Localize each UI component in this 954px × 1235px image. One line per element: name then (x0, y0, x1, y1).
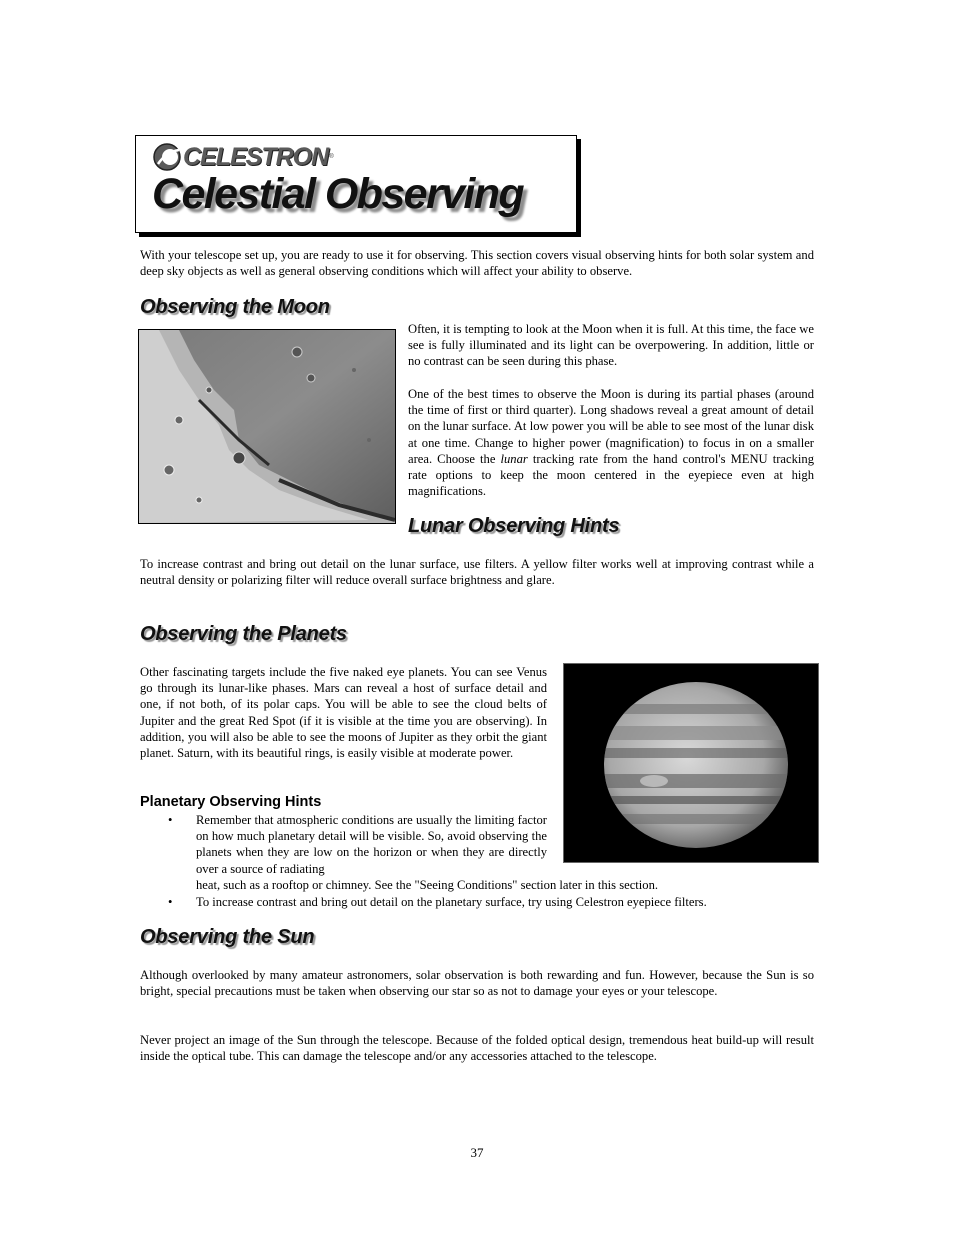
list-item (140, 894, 814, 910)
hint-1-continuation: heat, such as a rooftop or chimney. See the "Seeing Conditions" section later in this section. (196, 878, 659, 892)
lunar-emphasis: lunar (500, 451, 528, 466)
celestron-logo (152, 140, 334, 174)
lunar-hints-heading: Lunar Observing Hints (408, 515, 620, 537)
moon-p2-text-end: tracking rate from the hand control's MENU tracking rate options to keep the moon centered in the eyepiece even at high magnifications. (408, 451, 814, 499)
jupiter-photo (563, 663, 819, 863)
moon-photo (138, 329, 396, 524)
planets-paragraph: Other fascinating targets include the five naked eye planets. You can see Venus go through its lunar-like phases. Mars can reveal a host of surface detail and one, if not both, of its polar caps. You will be able to see the cloud belts of Jupiter and the great Red Spot (if it is visible at the time you are observing). In addition, you will also be able to see the moons of Jupiter as they orbit the giant planet. Saturn, with its beautiful rings, is easily visible at moderate power. (140, 665, 547, 761)
moon-paragraph-2 (408, 386, 814, 499)
moon-heading: Observing the Moon (140, 296, 330, 318)
sun-paragraph-2: Never project an image of the Sun through the telescope. Because of the folded optical design, tremendous heat build-up will result inside the optical tube. This can damage the telescope and/or any accessories attached to the telescope. (140, 1033, 814, 1064)
moon-paragraph-1: Often, it is tempting to look at the Moon when it is full. At this time, the face we see is fully illuminated and its light can be overpowering. In addition, little or no contrast can be seen during this phase. (408, 322, 814, 369)
sun-paragraph-1: Although overlooked by many amateur astronomers, solar observation is both rewarding and fun. However, because the Sun is so bright, special precautions must be taken when observing our star so as not to damage your eyes or your telescope. (140, 968, 814, 999)
page-title: Celestial Observing (152, 170, 524, 218)
list-item (140, 812, 547, 877)
title-box (135, 135, 577, 233)
page-number: 37 (470, 1145, 484, 1160)
planetary-hints-list-2 (140, 894, 814, 910)
lunar-hints-paragraph: To increase contrast and bring out detail on the lunar surface, use filters. A yellow filter works well at improving contrast while a neutral density or polarizing filter will reduce overall surface brightness and glare. (140, 557, 814, 588)
hint-1-text: Remember that atmospheric conditions are usually the limiting factor on how much planetary detail will be visible. So, avoid observing the planets when they are low on the horizon or when they are directly over a source of radiating (196, 813, 547, 876)
moon-p2-text: One of the best times to observe the Moon is during its partial phases (around the time of first or third quarter). Long shadows reveal a great amount of detail on the lunar surface. At low power you will be able to see most of the lunar disk at one time. Change to higher power (magnification) to focus in on a smaller area. Choose the (408, 387, 814, 466)
jupiter-photo-icon (564, 664, 818, 862)
sun-heading: Observing the Sun (140, 926, 315, 948)
planetary-hints-heading: Planetary Observing Hints (140, 794, 322, 810)
hint-2-text: To increase contrast and bring out detail on the planetary surface, try using Celestron eyepiece filters. (196, 895, 707, 909)
lunar-surface-photo-icon (139, 330, 395, 523)
logo-text: CELESTRON (183, 142, 329, 171)
planetary-hints-list (140, 812, 547, 877)
celestron-swoosh-icon (152, 142, 182, 172)
intro-paragraph: With your telescope set up, you are ready to use it for observing. This section covers visual observing hints for both solar system and deep sky objects as well as general observing conditions which will affect your ability to observe. (140, 248, 814, 279)
planets-heading: Observing the Planets (140, 623, 347, 645)
registered-mark: ® (329, 154, 334, 160)
